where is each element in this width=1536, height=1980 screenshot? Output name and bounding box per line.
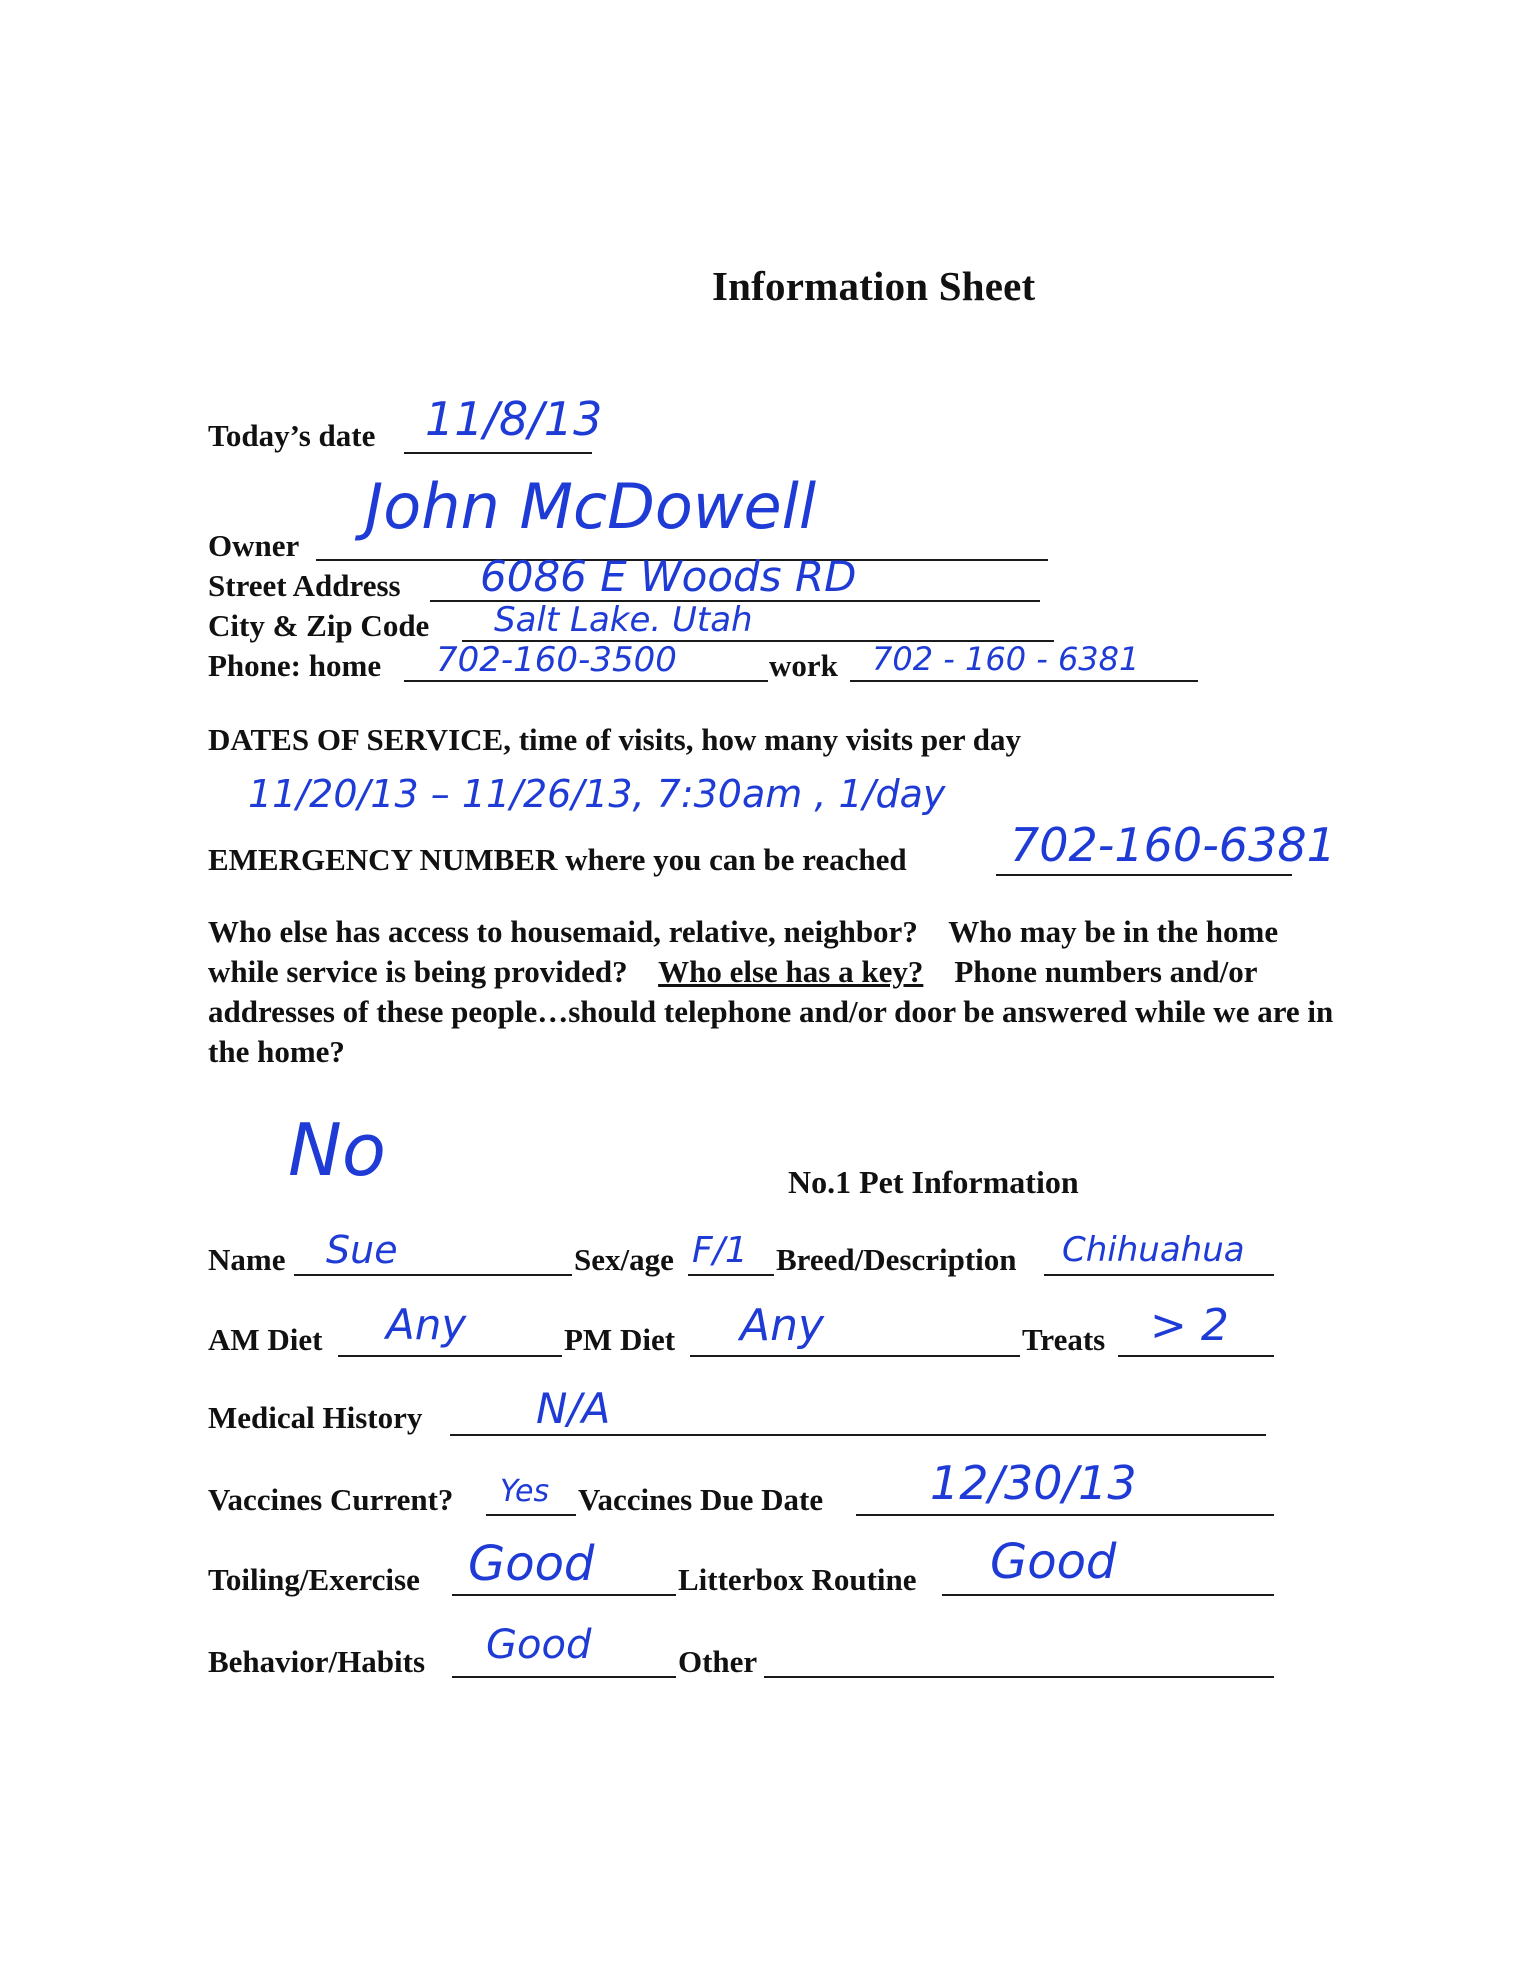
medical-history-line (450, 1434, 1266, 1436)
todays-date-value[interactable]: 11/8/13 (425, 392, 603, 446)
city-zip-value[interactable]: Salt Lake. Utah (494, 600, 753, 640)
owner-label: Owner (208, 528, 300, 563)
street-address-value[interactable]: 6086 E Woods RD (480, 552, 857, 601)
pm-diet-label: PM Diet (564, 1322, 676, 1357)
phone-work-label: work (769, 648, 838, 683)
city-zip-label: City & Zip Code (208, 608, 430, 643)
treats-line (1118, 1355, 1274, 1357)
treats-label: Treats (1022, 1322, 1106, 1357)
am-diet-label: AM Diet (208, 1322, 323, 1357)
pet-sex-age-label: Sex/age (574, 1242, 674, 1277)
phone-home-value[interactable]: 702-160-3500 (436, 640, 677, 680)
pet-breed-line (1044, 1274, 1274, 1276)
vaccines-current-line (486, 1514, 576, 1516)
litterbox-routine-value[interactable]: Good (990, 1534, 1117, 1590)
access-question-part1: Who else has access to housemaid, relative, neighbor? Who may be in the home while service is being provided? (208, 914, 1286, 989)
pet-sex-age-value[interactable]: F/1 (692, 1230, 748, 1271)
medical-history-label: Medical History (208, 1400, 423, 1435)
other-label: Other (678, 1644, 758, 1679)
phone-work-value[interactable]: 702 - 160 - 6381 (872, 640, 1140, 678)
dates-of-service-label: DATES OF SERVICE, time of visits, how many visits per day (208, 722, 1022, 757)
litterbox-routine-line (942, 1594, 1274, 1596)
am-diet-value[interactable]: Any (386, 1300, 467, 1349)
page-title: Information Sheet (712, 263, 1036, 309)
phone-home-line (404, 680, 768, 682)
treats-value[interactable]: > 2 (1150, 1300, 1229, 1351)
emergency-number-line (996, 874, 1292, 876)
pet-info-heading: No.1 Pet Information (788, 1164, 1079, 1200)
pm-diet-line (690, 1355, 1020, 1357)
todays-date-line (404, 452, 592, 454)
behavior-habits-label: Behavior/Habits (208, 1644, 426, 1679)
behavior-habits-value[interactable]: Good (486, 1622, 592, 1668)
toiling-exercise-value[interactable]: Good (468, 1536, 595, 1592)
other-line (764, 1676, 1274, 1678)
todays-date-label: Today’s date (208, 418, 376, 453)
toiling-exercise-label: Toiling/Exercise (208, 1562, 420, 1597)
pet-breed-value[interactable]: Chihuahua (1062, 1230, 1245, 1270)
access-question-paragraph (208, 912, 1348, 1072)
street-address-label: Street Address (208, 568, 401, 603)
vaccines-current-value[interactable]: Yes (500, 1474, 550, 1509)
pet-name-line (294, 1274, 572, 1276)
phone-home-label: Phone: home (208, 648, 382, 683)
pet-breed-label: Breed/Description (776, 1242, 1017, 1277)
pm-diet-value[interactable]: Any (740, 1300, 825, 1351)
phone-work-line (850, 680, 1198, 682)
vaccines-current-label: Vaccines Current? (208, 1482, 454, 1517)
pet-name-label: Name (208, 1242, 286, 1277)
access-answer-value[interactable]: No (288, 1108, 386, 1192)
access-question-part2: Phone numbers and/or addresses of these people…should telephone and/or door be answered while we are in the home? (208, 954, 1342, 1069)
vaccines-due-value[interactable]: 12/30/13 (930, 1456, 1137, 1510)
access-key-question: Who else has a key? (658, 954, 924, 989)
emergency-number-label: EMERGENCY NUMBER where you can be reached (208, 842, 907, 877)
emergency-number-value[interactable]: 702-160-6381 (1010, 818, 1336, 872)
vaccines-due-label: Vaccines Due Date (578, 1482, 824, 1517)
pet-name-value[interactable]: Sue (326, 1228, 398, 1272)
behavior-habits-line (452, 1676, 676, 1678)
litterbox-routine-label: Litterbox Routine (678, 1562, 917, 1597)
dates-of-service-value[interactable]: 11/20/13 – 11/26/13, 7:30am , 1/day (248, 772, 946, 816)
am-diet-line (338, 1355, 562, 1357)
medical-history-value[interactable]: N/A (536, 1384, 611, 1433)
vaccines-due-line (856, 1514, 1274, 1516)
owner-value[interactable]: John McDowell (365, 470, 817, 543)
pet-sex-age-line (688, 1274, 774, 1276)
toiling-exercise-line (452, 1594, 676, 1596)
